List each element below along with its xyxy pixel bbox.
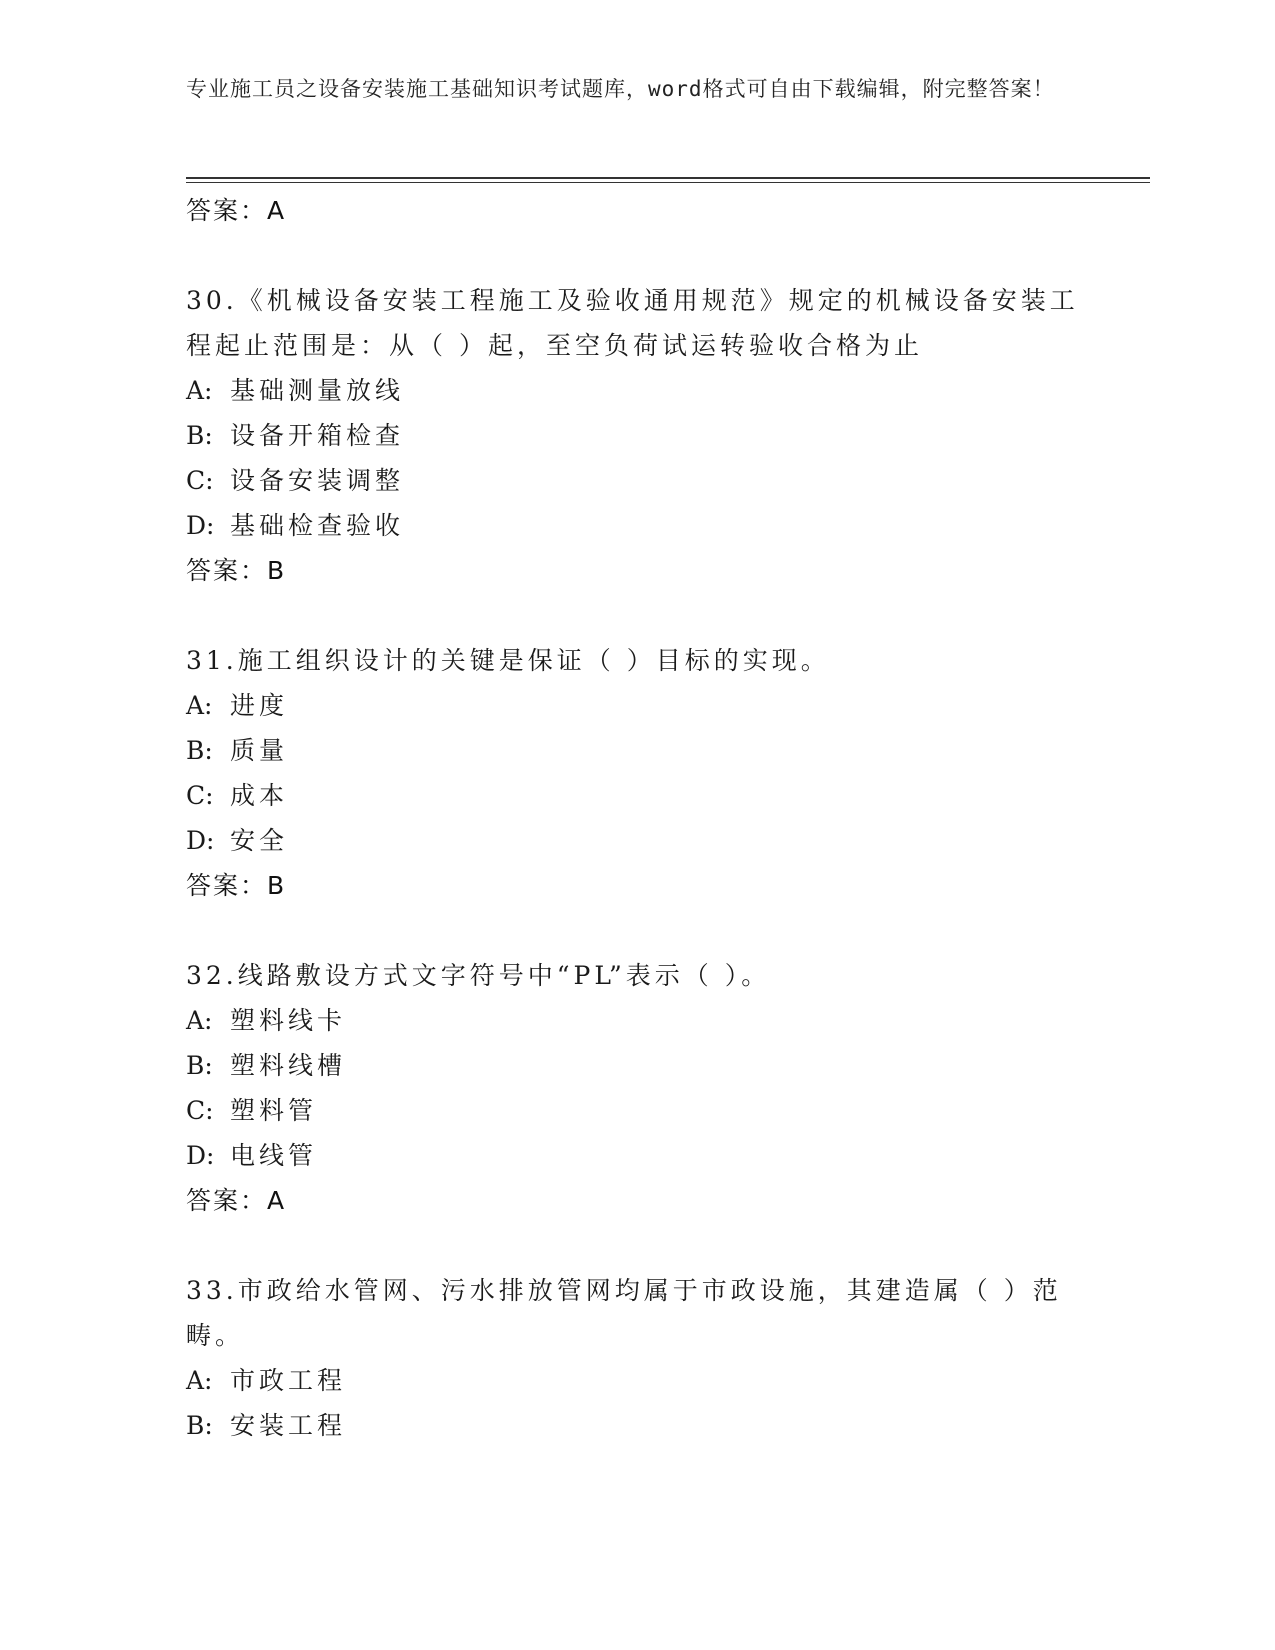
option-letter: D:: [186, 826, 215, 855]
option-letter: A:: [186, 376, 213, 405]
option-b: [186, 1403, 1086, 1448]
header-divider-thin: [186, 182, 1150, 183]
option-b: [186, 1043, 1086, 1088]
option-text: 质量: [230, 736, 289, 765]
option-letter: A:: [186, 1366, 213, 1395]
answer-value: B: [267, 871, 287, 900]
option-text: 设备安装调整: [230, 466, 405, 495]
answer-value: A: [267, 196, 287, 225]
option-letter: B:: [186, 1051, 213, 1080]
option-c: [186, 458, 1086, 503]
answer-label: 答案：: [186, 871, 268, 900]
option-text: 电线管: [230, 1141, 318, 1170]
option-a: [186, 1358, 1086, 1403]
option-letter: B:: [186, 421, 213, 450]
option-d: [186, 1133, 1086, 1178]
option-text: 塑料线卡: [230, 1006, 347, 1035]
option-letter: C:: [186, 466, 214, 495]
answer-value: A: [267, 1186, 287, 1215]
option-a: [186, 368, 1086, 413]
spacer: [186, 593, 1086, 638]
option-a: [186, 998, 1086, 1043]
header-divider-thick: [186, 177, 1150, 179]
option-a: [186, 683, 1086, 728]
answer-label: 答案：: [186, 1186, 268, 1215]
option-text: 基础测量放线: [230, 376, 405, 405]
option-text: 安全: [230, 826, 289, 855]
spacer: [186, 1223, 1086, 1268]
document-header-note: 专业施工员之设备安装施工基础知识考试题库，word格式可自由下载编辑，附完整答案！: [186, 77, 1055, 101]
option-text: 成本: [230, 781, 289, 810]
option-c: [186, 773, 1086, 818]
option-text: 设备开箱检查: [230, 421, 405, 450]
answer-line: [186, 188, 1086, 233]
answer-label: 答案：: [186, 556, 268, 585]
option-d: [186, 503, 1086, 548]
option-letter: B:: [186, 1411, 213, 1440]
option-d: [186, 818, 1086, 863]
question-list: [186, 188, 1086, 1448]
option-b: [186, 728, 1086, 773]
answer-line: [186, 1178, 1086, 1223]
option-letter: C:: [186, 1096, 214, 1125]
question-text: 31.施工组织设计的关键是保证（ ）目标的实现。: [186, 646, 830, 675]
option-letter: C:: [186, 781, 214, 810]
option-letter: A:: [186, 691, 213, 720]
option-text: 基础检查验收: [230, 511, 405, 540]
option-letter: A:: [186, 1006, 213, 1035]
option-letter: B:: [186, 736, 213, 765]
option-text: 塑料管: [230, 1096, 318, 1125]
answer-line: [186, 863, 1086, 908]
question-text: 32.线路敷设方式文字符号中“PL”表示（ ）。: [186, 961, 771, 990]
question-text: 33.市政给水管网、污水排放管网均属于市政设施，其建造属（ ）范畴。: [186, 1276, 1062, 1350]
answer-value: B: [267, 556, 287, 585]
spacer: [186, 233, 1086, 278]
option-text: 塑料线槽: [230, 1051, 347, 1080]
question-text: 30.《机械设备安装工程施工及验收通用规范》规定的机械设备安装工程起止范围是：从（ ）起，至空负荷试运转验收合格为止: [186, 286, 1079, 360]
answer-label: 答案：: [186, 196, 268, 225]
answer-line: [186, 548, 1086, 593]
option-text: 市政工程: [230, 1366, 347, 1395]
option-c: [186, 1088, 1086, 1133]
option-letter: D:: [186, 511, 215, 540]
option-letter: D:: [186, 1141, 215, 1170]
spacer: [186, 908, 1086, 953]
option-text: 进度: [230, 691, 289, 720]
option-b: [186, 413, 1086, 458]
option-text: 安装工程: [230, 1411, 347, 1440]
